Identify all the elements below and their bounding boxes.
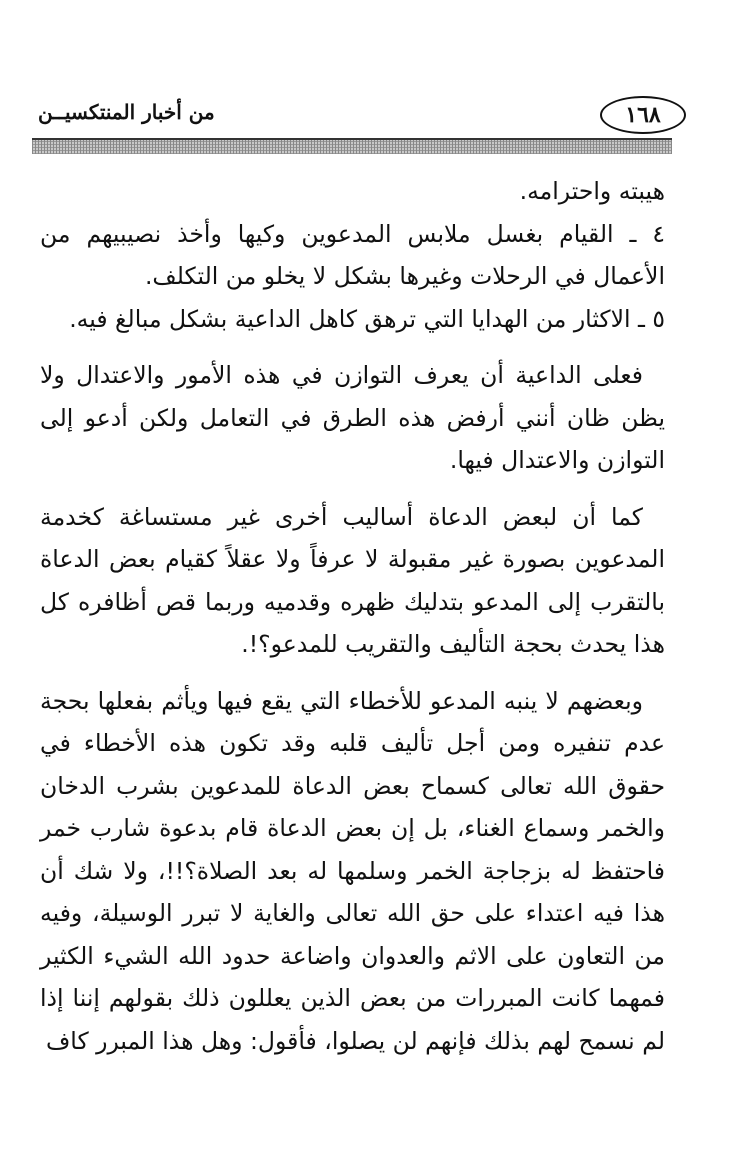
paragraph-continuation: هيبته واحترامه.: [519, 177, 665, 205]
body-text: [40, 170, 665, 1062]
list-item-5: ٥ ـ الاكثار من الهدايا التي ترهق كاهل الداعية بشكل مبالغ فيه.: [69, 304, 665, 333]
paragraph-other-methods: كما أن لبعض الدعاة أساليب أخرى غير مستساغة كخدمة المدعوين بصورة غير مقبولة لا عرفاً ولا عقلاً كقيام بعض الدعاة بالتقرب إلى المدعو بتدليك ظهره وقدميه وربما قص أظافره كل هذا يحدث بحجة التأليف والتقريب للمدعو؟!.: [40, 502, 665, 658]
header-divider: [32, 138, 672, 154]
page-number-text: ١٦٨: [625, 102, 661, 128]
paragraph-mistakes: وبعضهم لا ينبه المدعو للأخطاء التي يقع فيها ويأثم بفعلها بحجة عدم تنفيره ومن أجل تأليف قلبه وقد تكون هذه الأخطاء في حقوق الله تعالى كسماح بعض الدعاة للمدعوين بشرب الدخان والخمر وسماع الغناء، بل إن بعض الدعاة قام بدعوة شارب خمر فاحتفظ له بزجاجة الخمر وسلمها له بعد الصلاة؟!!، ولا شك أن هذا فيه اعتداء على حق الله تعالى والغاية لا تبرر الوسيلة، وفيه من التعاون على الاثم والعدوان واضاعة حدود الله الشيء الكثير فمهما كانت المبررات من بعض الذين يعللون ذلك بقولهم إننا إذا لم نسمح لهم بذلك فإنهم لن يصلوا، فأقول: وهل هذا المبرر كاف: [40, 686, 665, 1055]
running-title: من أخبار المنتكسيــن: [38, 100, 215, 124]
list-item-4: ٤ ـ القيام بغسل ملابس المدعوين وكيها وأخذ نصيبيهم من الأعمال في الرحلات وغيرها بشكل لا يخلو من التكلف.: [40, 219, 665, 290]
page-header: [30, 92, 670, 138]
page-number: [600, 96, 686, 134]
paragraph-balance: فعلى الداعية أن يعرف التوازن في هذه الأمور والاعتدال ولا يظن ظان أنني أرفض هذه الطرق في التعامل ولكن أدعو إلى التوازن والاعتدال فيها.: [40, 361, 665, 474]
